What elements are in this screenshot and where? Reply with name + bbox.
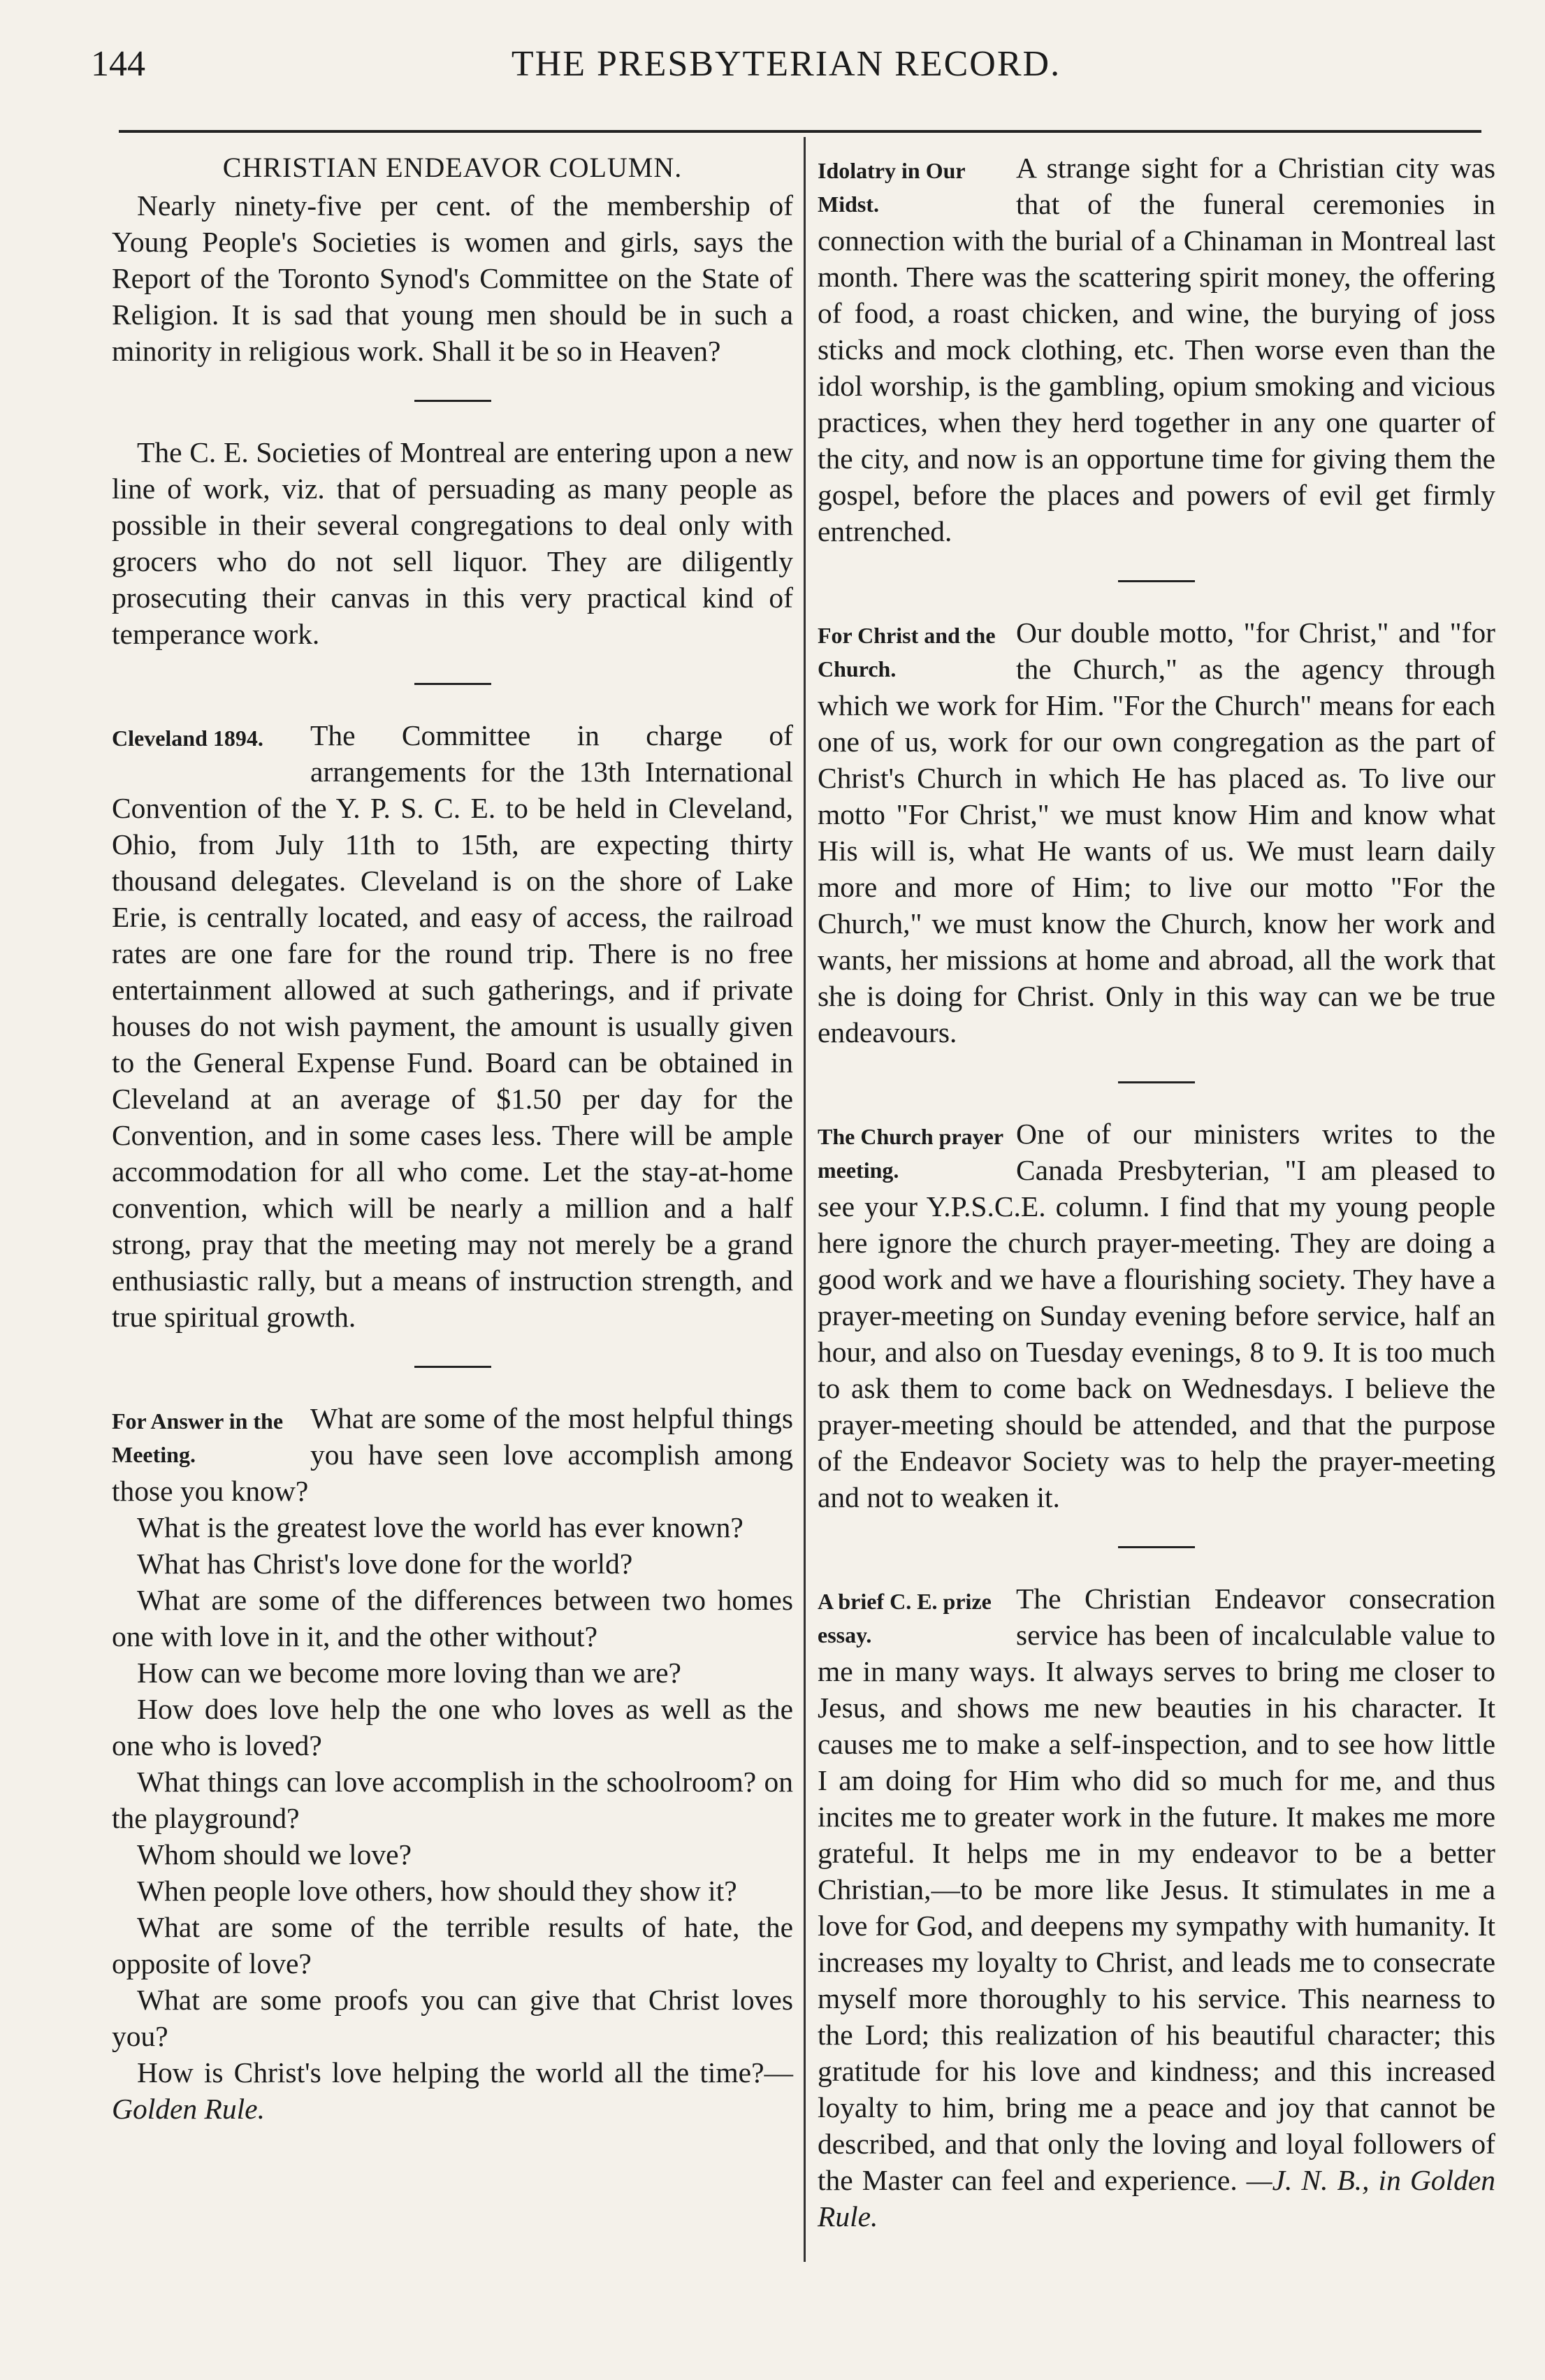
section-divider: [1118, 1546, 1195, 1548]
question-item: What things can love accomplish in the schoolroom? on the playground?: [112, 1766, 793, 1834]
question-item: What are some of the most helpful things you have seen love accomplish among those you know?: [112, 1402, 793, 1507]
idolatry-text: A strange sight for a Christian city was that of the funeral ceremonies in connection with the burial of a Chinaman in Montreal last month. There was the scattering spirit money, the offering of food, a roast chicken, and wine, the burying of joss sticks and mock clothing, etc. Then worse even than the idol worship, is the gambling, opium smoking and vicious practices, when they herd together in any one quarter of the city, and now is an opportune time for giving them the gospel, before the places and powers of evil get firmly entrenched.: [818, 152, 1495, 547]
question-item: What are some of the terrible results of hate, the opposite of love?: [112, 1911, 793, 1979]
answer-side-heading: For Answer in the Meeting.: [112, 1408, 284, 1467]
motto-text: Our double motto, "for Christ," and "for the Church," as the agency through which we work for Him. "For the Church" means for each one of us, work for our own congregation as the part of Christ's Church in which He has placed as. To live our motto "For Christ," we must know Him and know what His will is, what He wants of us. We must learn daily more and more of Him; to live our motto "For the Church," we must know the Church, know her work and wants, her missions at home and abroad, all the work that she is doing for Christ. Only in this way can we be true endeavours.: [818, 616, 1495, 1048]
question-source: Golden Rule.: [112, 2093, 265, 2125]
running-title: THE PRESBYTERIAN RECORD.: [511, 44, 1061, 84]
section-divider: [414, 683, 491, 685]
section-divider: [414, 400, 491, 402]
questions-article: [112, 1400, 793, 2127]
header-rule: [119, 130, 1481, 133]
question-item: Whom should we love?: [137, 1838, 412, 1870]
question-item: What are some proofs you can give that Christ loves you?: [112, 1984, 793, 2052]
idolatry-article: [818, 150, 1495, 549]
question-item: How can we become more loving than we are?: [137, 1657, 681, 1689]
cleveland-text: The Committee in charge of arrangements for the 13th International Convention of the Y. P. S. C. E. to be held in Cleveland, Ohio, from July 11th to 15th, are expecting thirty thousand delegates. Cleveland is on the shore of Lake Erie, is centrally located, and easy of access, the railroad rates are one fare for the round trip. There is no free entertainment allowed at such gatherings, and if private houses do not wish payment, the amount is usually given to the General Expense Fund. Board can be obtained in Cleveland at an average of $1.50 per day for the Convention, and in some cases less. There will be ample accommodation for all who come. Let the stay-at-home convention, which will be nearly a million and a half strong, pray that the meeting may not merely be a grand enthusiastic rally, but a means of instruction strength, and true spiritual growth.: [112, 719, 793, 1333]
question-item: What are some of the differences between two homes one with love in it, and the other without?: [112, 1584, 793, 1652]
prayer-meeting-article: [818, 1116, 1495, 1515]
idolatry-side-heading: Idolatry in Our Midst.: [818, 158, 965, 217]
section-divider: [414, 1366, 491, 1368]
left-column: [112, 150, 793, 2127]
question-text: How is Christ's love helping the world all the time?: [137, 2056, 764, 2089]
section-divider: [1118, 580, 1195, 582]
prayer-side-heading: The Church prayer meeting.: [818, 1124, 1003, 1183]
prize-essay-article: [818, 1580, 1495, 2235]
question-item: How does love help the one who loves as well as the one who is loved?: [112, 1693, 793, 1761]
column-divider: [804, 137, 806, 2262]
motto-side-heading: For Christ and the Church.: [818, 623, 996, 681]
column-title: CHRISTIAN ENDEAVOR COLUMN.: [222, 152, 683, 183]
page-header: [91, 43, 1481, 99]
question-item: When people love others, how should they show it?: [137, 1875, 737, 1907]
synod-report-paragraph: Nearly ninety-five per cent. of the membership of Young People's Societies is women and girls, says the Report of the Toronto Synod's Committee on the State of Religion. It is sad that young men should be in such a minority in religious work. Shall it be so in Heaven?: [112, 189, 793, 367]
prayer-text: One of our ministers writes to the Canada Presbyterian, "I am pleased to see your Y.P.S.C.E. column. I find that my young people here ignore the church prayer-meeting. They are doing a good work and we have a flourishing society. They have a prayer-meeting on Sunday evening before service, half an hour, and also on Tuesday evenings, 8 to 9. It is too much to ask them to come back on Wednesdays. I believe the prayer-meeting should be attended, and that the purpose of the Endeavor Society was to help the prayer-meeting and not to weaken it.: [818, 1118, 1495, 1513]
montreal-paragraph: The C. E. Societies of Montreal are entering upon a new line of work, viz. that of persuading as many people as possible in their several congregations to deal only with grocers who do not sell liquor. They are diligently prosecuting their canvas in this very practical kind of temperance work.: [112, 436, 793, 650]
brief-side-heading: A brief C. E. prize essay.: [818, 1589, 992, 1647]
right-column: [818, 150, 1495, 2235]
cleveland-article: [112, 717, 793, 1335]
question-item: What has Christ's love done for the world?: [137, 1548, 633, 1580]
motto-article: [818, 614, 1495, 1051]
question-item: What is the greatest love the world has ever known?: [137, 1511, 744, 1543]
cleveland-side-heading: Cleveland 1894.: [112, 726, 263, 751]
brief-text: The Christian Endeavor consecration service has been of incalculable value to me in many ways. It always serves to bring me closer to Jesus, and shows me new beauties in his character. It causes me to make a self-inspection, and to see how little I am doing for Him who did so much for me, and thus incites me to greater work in the future. It makes me more grateful. It helps me in my endeavor to be a better Christian,—to be more like Jesus. It stimulates in me a love for God, and deepens my sympathy with humanity. It increases my loyalty to Christ, and leads me to consecrate myself more thoroughly to his service. This nearness to the Lord; this realization of his beautiful character; this gratitude for his love and kindness; and this increased loyalty to him, bring me a peace and joy that cannot be described, and that only the loving and loyal followers of the Master can feel and experience.: [818, 1582, 1495, 2196]
page-number: 144: [91, 44, 145, 84]
section-divider: [1118, 1081, 1195, 1083]
brief-source: —J. N. B., in Golden Rule.: [818, 2164, 1495, 2233]
question-item: How is Christ's love helping the world all the time?—Golden Rule.: [112, 2056, 793, 2125]
